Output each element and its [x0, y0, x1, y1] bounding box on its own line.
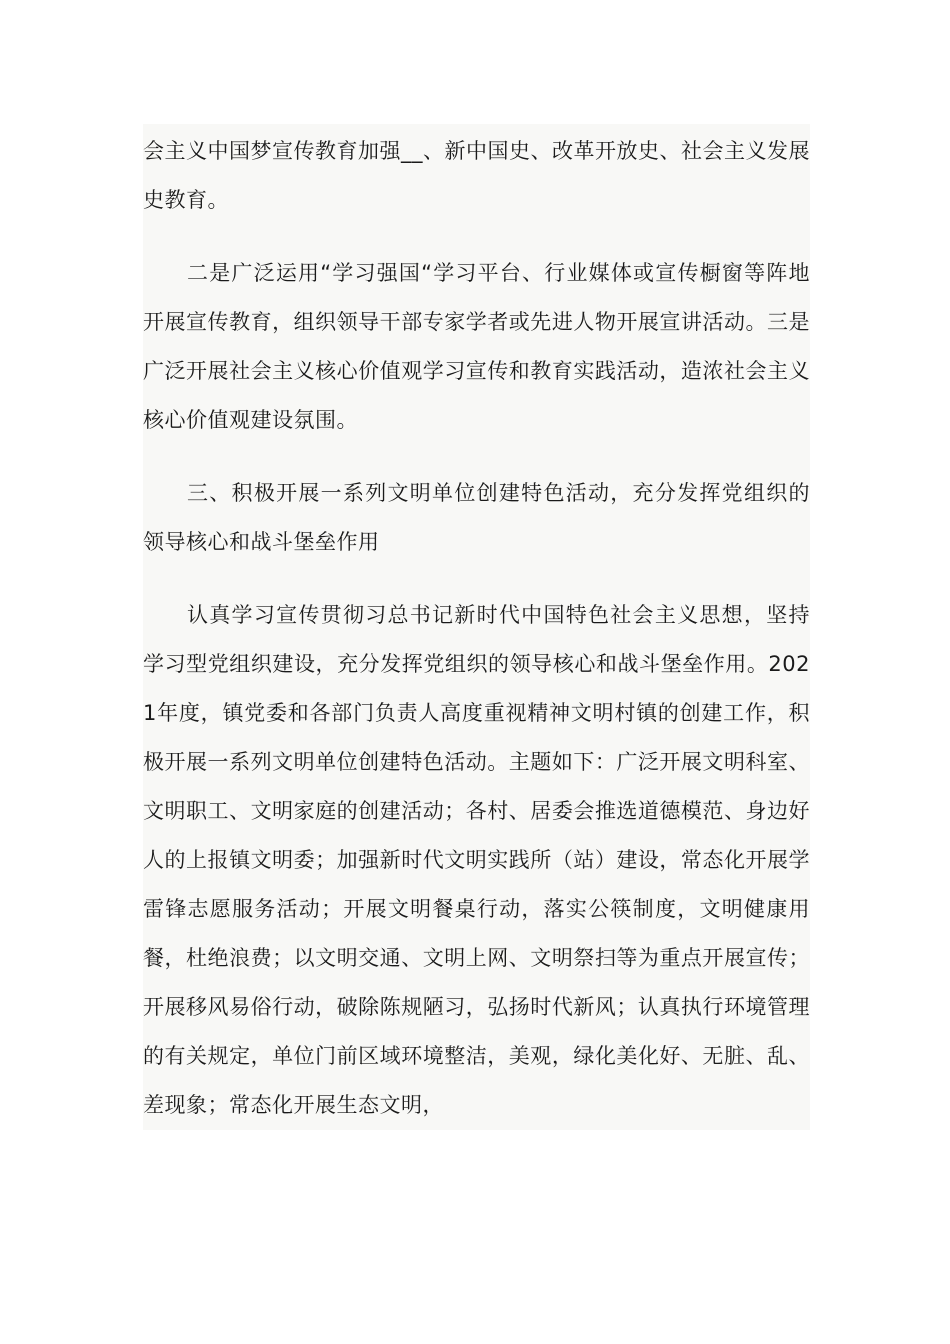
paragraph-gap [143, 225, 810, 249]
paragraph-gap [143, 567, 810, 591]
paragraph-4: 认真学习宣传贯彻习总书记新时代中国特色社会主义思想，坚持学习型党组织建设，充分发挥党组织的领导核心和战斗堡垒作用。2021年度，镇党委和各部门负责人高度重视精神文明村镇的创建工作，积极开展一系列文明单位创建特色活动。主题如下：广泛开展文明科室、文明职工、文明家庭的创建活动；各村、居委会推选道德模范、身边好人的上报镇文明委；加强新时代文明实践所（站）建设，常态化开展学雷锋志愿服务活动；开展文明餐桌行动，落实公筷制度，文明健康用餐，杜绝浪费；以文明交通、文明上网、文明祭扫等为重点开展宣传；开展移风易俗行动，破除陈规陋习，弘扬时代新风；认真执行环境管理的有关规定，单位门前区域环境整洁，美观，绿化美化好、无脏、乱、差现象；常态化开展生态文明， [143, 603, 810, 1117]
paragraph-1: 会主义中国梦宣传教育加强__、新中国史、改革开放史、社会主义发展史教育。 [143, 139, 810, 212]
document-body [143, 124, 810, 1130]
paragraph-gap [143, 445, 810, 469]
paragraph-2: 二是广泛运用“学习强国“学习平台、行业媒体或宣传橱窗等阵地开展宣传教育，组织领导干部专家学者或先进人物开展宣讲活动。三是广泛开展社会主义核心价值观学习宣传和教育实践活动，造浓社会主义核心价值观建设氛围。 [143, 261, 810, 432]
section-heading: 三、积极开展一系列文明单位创建特色活动，充分发挥党组织的领导核心和战斗堡垒作用 [143, 481, 810, 554]
